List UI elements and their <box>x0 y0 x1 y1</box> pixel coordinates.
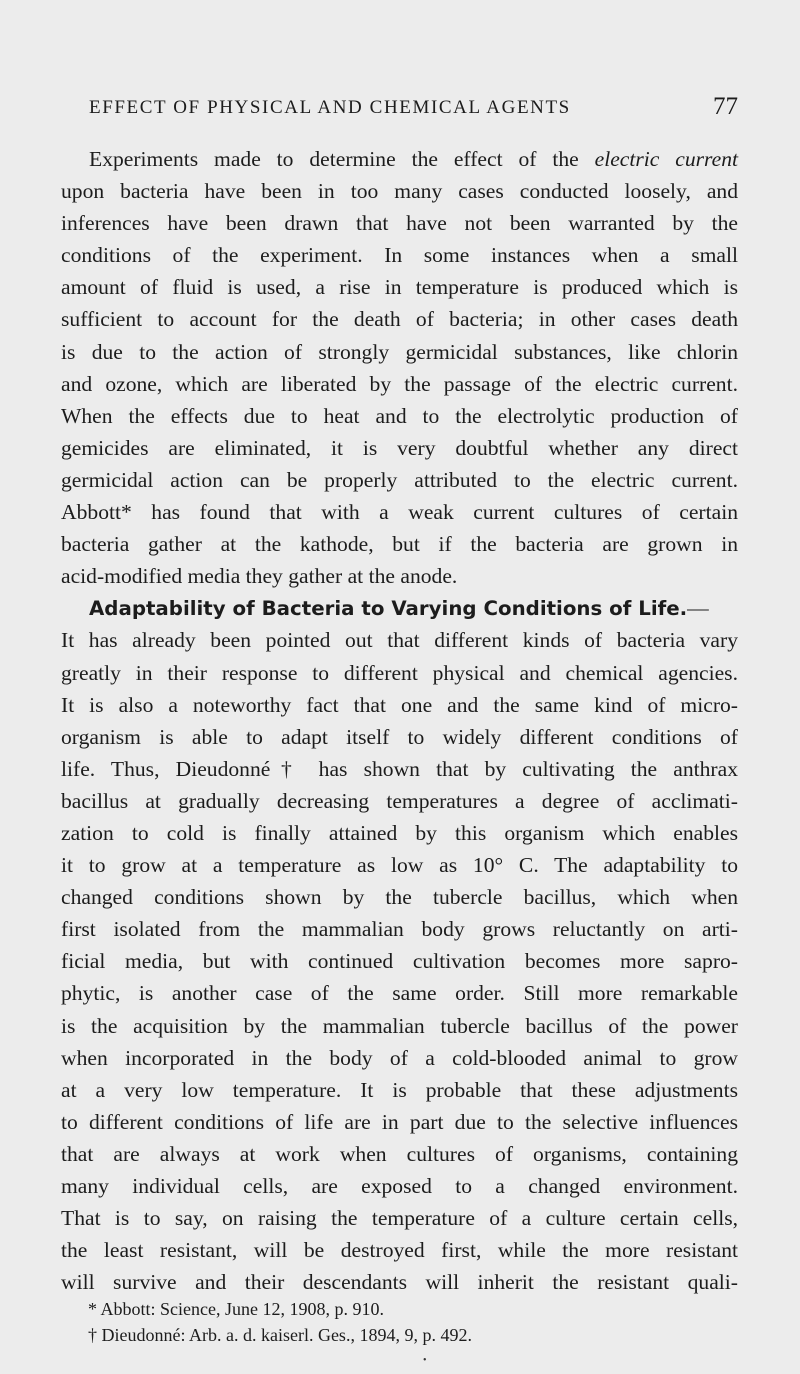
text-line: germicidal action can be properly attributed to the electric current. <box>61 467 738 492</box>
text-line: is the acquisition by the mammalian tubercle bacillus of the power <box>61 1013 738 1038</box>
section-heading-line <box>61 592 738 624</box>
paragraph-electric-current-line <box>61 143 738 175</box>
section-heading-adaptability: Adaptability of Bacteria to Varying Conditions of Life. <box>89 597 688 621</box>
text-line: ficial media, but with continued cultivation becomes more sapro- <box>61 949 738 974</box>
text-line: phytic, is another case of the same order. Still more remarkable <box>61 981 738 1006</box>
em-dash: — <box>687 596 709 621</box>
text-line: zation to cold is finally attained by this organism which enables <box>61 820 738 845</box>
text-line: many individual cells, are exposed to a changed environment. <box>61 1174 738 1198</box>
text-line: sufficient to account for the death of bacteria; in other cases death <box>61 307 738 332</box>
text-line: acid-modified media they gather at the anode. <box>61 564 458 589</box>
text-line: the least resistant, will be destroyed first, while the more resistant <box>61 1238 738 1263</box>
footnote-dieudonne: † Dieudonné: Arb. a. d. kaiserl. Ges., 1894, 9, p. 492. <box>88 1325 472 1345</box>
text-run: Experiments made to determine the effect of the <box>89 147 595 171</box>
footnote-abbott: * Abbott: Science, June 12, 1908, p. 910. <box>88 1299 384 1319</box>
text-line: That is to say, on raising the temperature of a culture certain cells, <box>61 1206 738 1231</box>
body-text <box>61 143 738 1298</box>
text-line: is due to the action of strongly germicidal substances, like chlorin <box>61 339 738 364</box>
text-line: life. Thus, Dieudonné† has shown that by cultivating the anthrax <box>61 756 738 781</box>
text-line: When the effects due to heat and to the electrolytic production of <box>61 403 738 428</box>
text-line: conditions of the experiment. In some instances when a small <box>61 243 738 268</box>
text-line: bacteria gather at the kathode, but if the bacteria are grown in <box>61 532 738 557</box>
text-line: gemicides are eliminated, it is very doubtful whether any direct <box>61 435 738 460</box>
text-line: It has already been pointed out that different kinds of bacteria vary <box>61 628 738 653</box>
text-line: amount of fluid is used, a rise in temperature is produced which is <box>61 275 738 300</box>
page-number: 77 <box>713 93 738 120</box>
text-line: at a very low temperature. It is probable that these adjustments <box>61 1077 738 1102</box>
text-line: that are always at work when cultures of organisms, containing <box>61 1141 738 1166</box>
text-line: and ozone, which are liberated by the passage of the electric current. <box>61 371 738 396</box>
text-line: when incorporated in the body of a cold-blooded animal to grow <box>61 1045 738 1070</box>
running-title: EFFECT OF PHYSICAL AND CHEMICAL AGENTS <box>89 97 571 118</box>
text-line: It is also a noteworthy fact that one and the same kind of micro- <box>61 692 738 717</box>
text-line: inferences have been drawn that have not been warranted by the <box>61 211 738 236</box>
footnotes <box>88 1296 472 1348</box>
text-line: will survive and their descendants will inherit the resistant quali- <box>61 1270 738 1295</box>
text-line: Abbott* has found that with a weak current cultures of certain <box>61 500 738 525</box>
text-line: changed conditions shown by the tubercle bacillus, which when <box>61 885 738 910</box>
text-line: upon bacteria have been in too many cases conducted loosely, and <box>61 179 738 204</box>
text-line: greatly in their response to different physical and chemical agencies. <box>61 660 738 685</box>
text-line: organism is able to adapt itself to widely different conditions of <box>61 724 738 749</box>
page-mark: • <box>423 1355 427 1366</box>
text-line: it to grow at a temperature as low as 10° C. The adaptability to <box>61 853 738 878</box>
text-line: to different conditions of life are in part due to the selective influences <box>61 1109 738 1134</box>
running-head <box>61 93 738 123</box>
emphasis-electric-current: electric current <box>594 147 739 171</box>
text-line: first isolated from the mammalian body grows reluctantly on arti- <box>61 917 738 942</box>
text-line: bacillus at gradually decreasing temperatures a degree of acclimati- <box>61 788 738 813</box>
